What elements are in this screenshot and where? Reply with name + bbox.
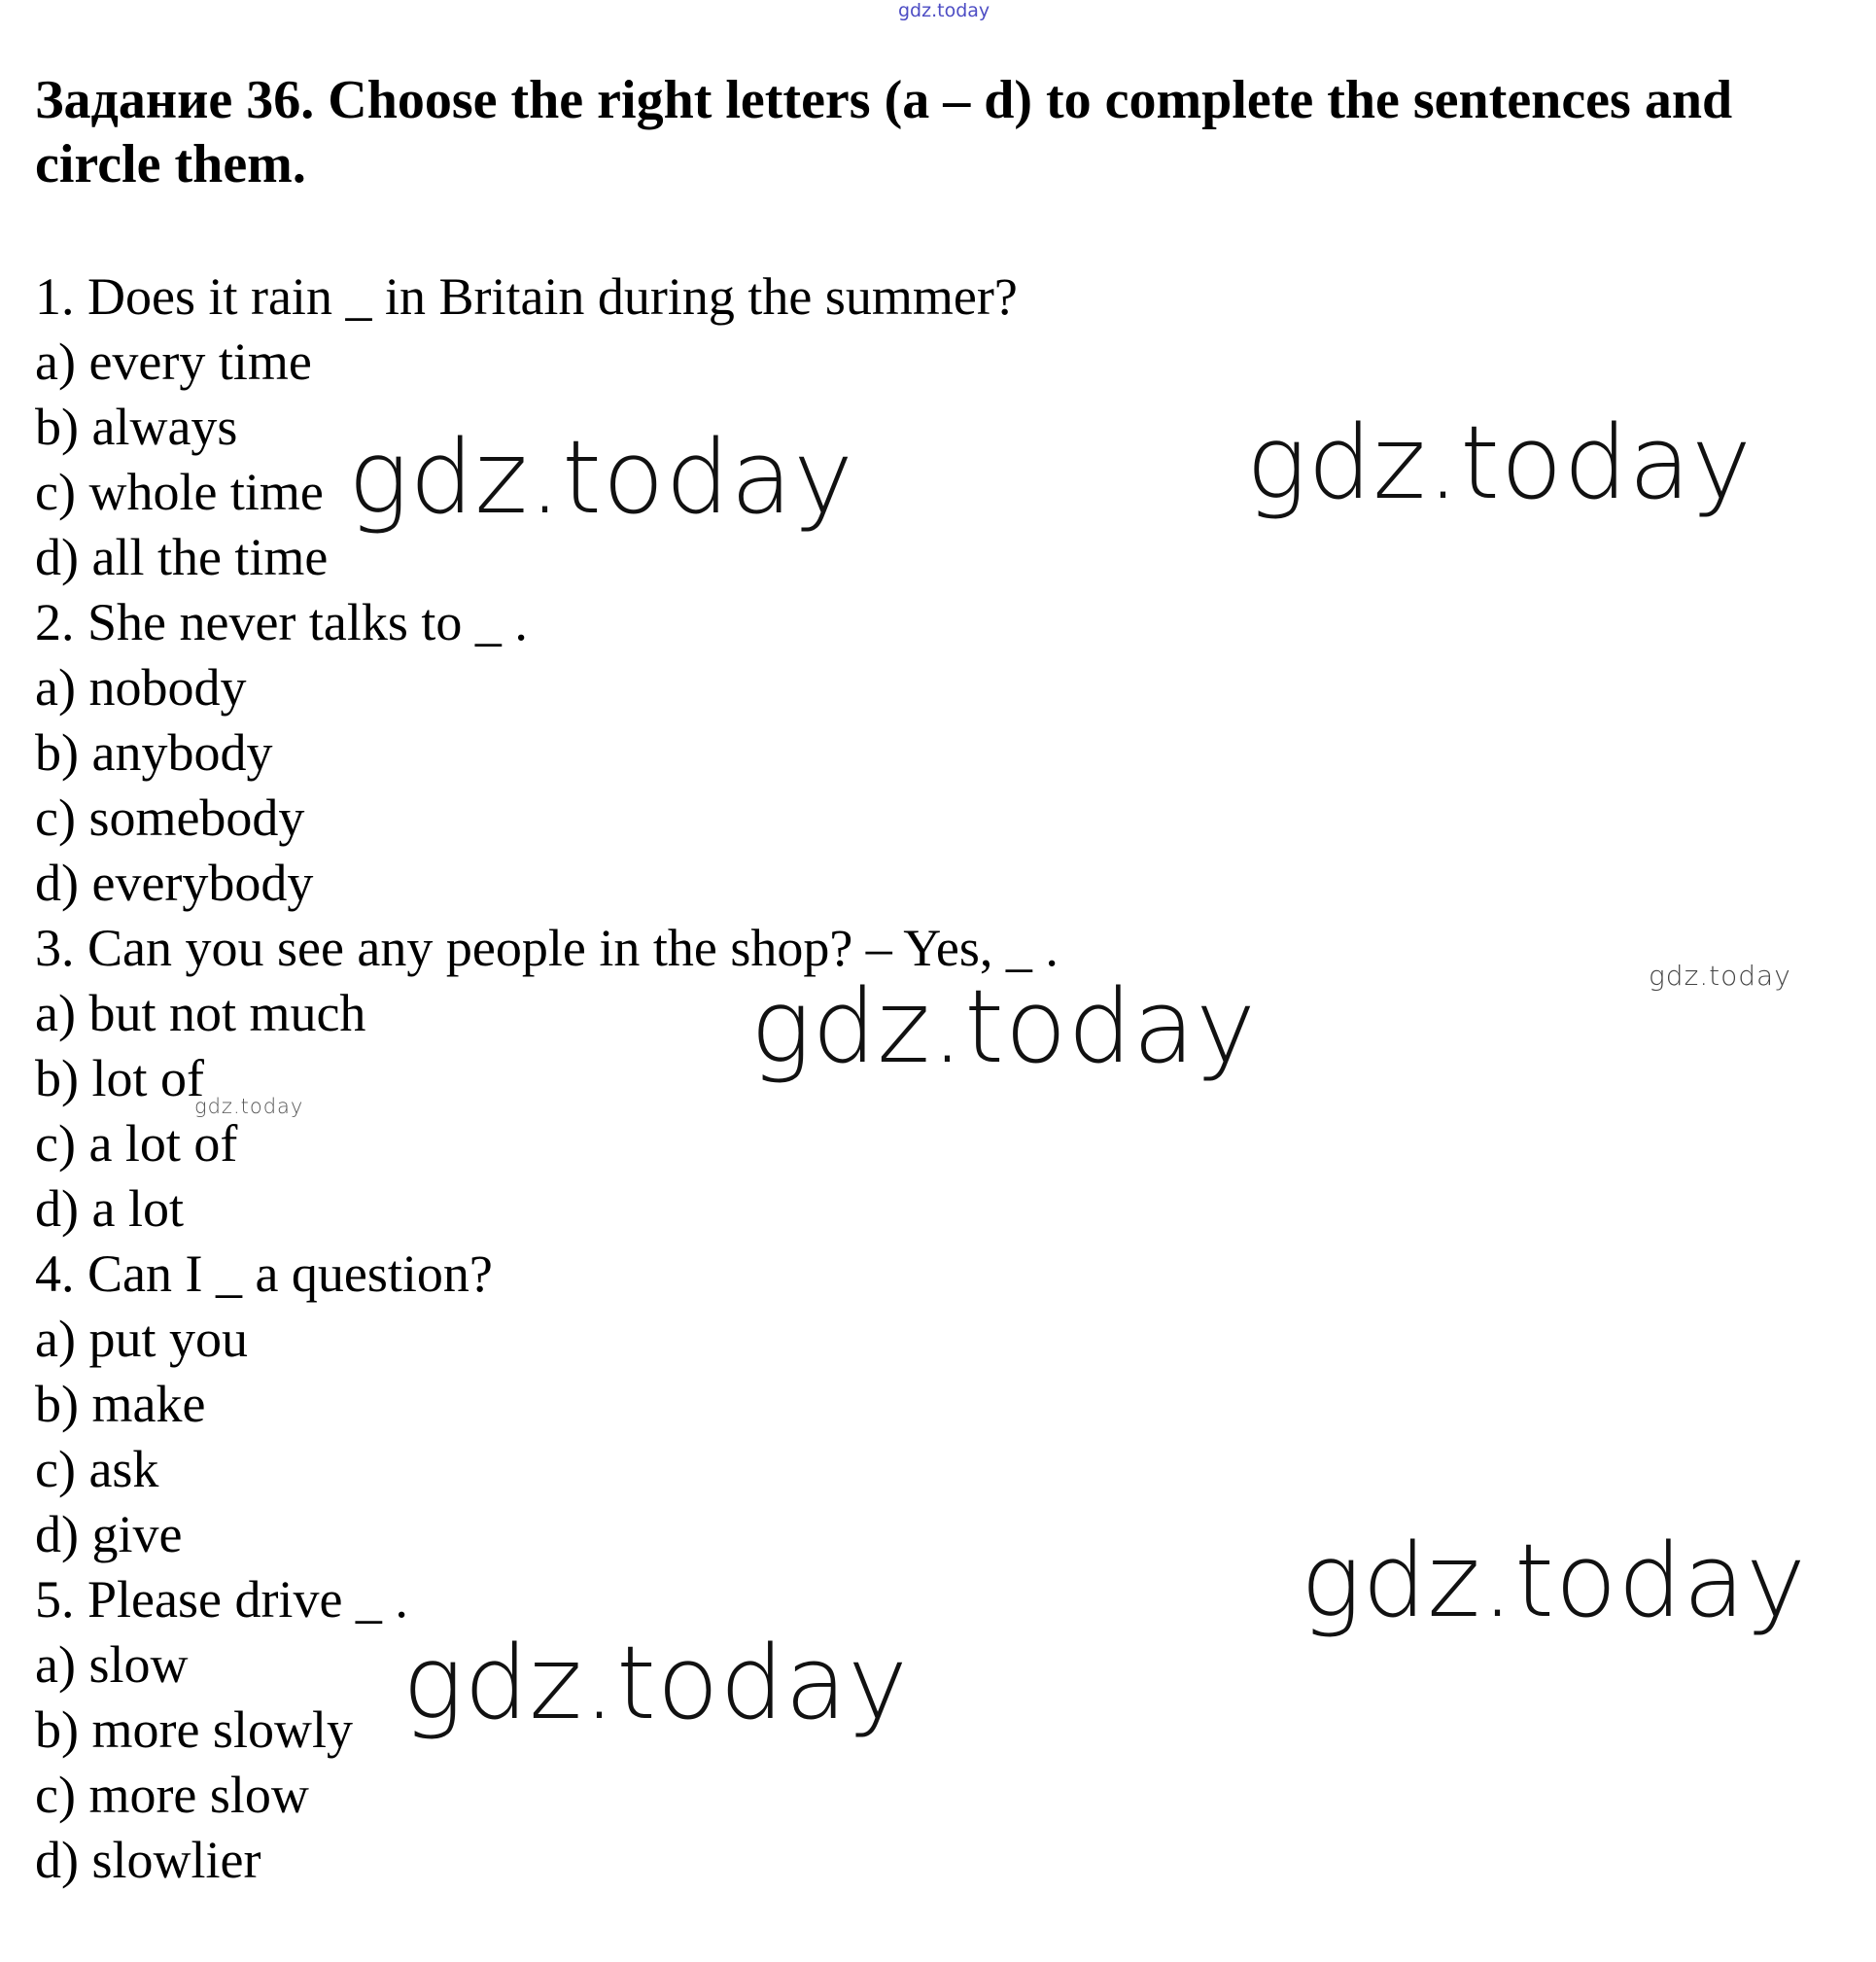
question-3-option-d[interactable]: d) a lot xyxy=(35,1179,184,1238)
top-watermark: gdz.today xyxy=(898,0,990,21)
question-3-text: 3. Can you see any people in the shop? – Yes, _ . xyxy=(35,919,1059,977)
question-1-option-d[interactable]: d) all the time xyxy=(35,528,329,586)
question-3-option-c[interactable]: c) a lot of xyxy=(35,1114,238,1173)
question-1-text: 1. Does it rain _ in Britain during the summer? xyxy=(35,267,1018,326)
watermark: gdz.today xyxy=(348,418,854,537)
question-3-option-a[interactable]: a) but not much xyxy=(35,984,366,1042)
watermark: gdz.today xyxy=(402,1624,909,1742)
question-4-option-c[interactable]: c) ask xyxy=(35,1440,159,1498)
question-1-option-c[interactable]: c) whole time xyxy=(35,463,324,521)
question-1-option-b[interactable]: b) always xyxy=(35,398,238,456)
question-1-option-a[interactable]: a) every time xyxy=(35,333,312,391)
question-4-option-b[interactable]: b) make xyxy=(35,1375,206,1433)
question-2-option-b[interactable]: b) anybody xyxy=(35,723,273,782)
question-4-option-d[interactable]: d) give xyxy=(35,1505,183,1563)
task-heading: Задание 36. Choose the right letters (a – d) to complete the sentences and circle them. xyxy=(35,70,1733,194)
watermark: gdz.today xyxy=(1301,1522,1807,1640)
watermark: gdz.today xyxy=(194,1095,304,1118)
question-5-option-a[interactable]: a) slow xyxy=(35,1635,189,1694)
question-2-option-d[interactable]: d) everybody xyxy=(35,854,314,912)
question-3-option-b[interactable]: b) lot of xyxy=(35,1049,204,1107)
question-2-option-c[interactable]: c) somebody xyxy=(35,788,305,847)
watermark: gdz.today xyxy=(1246,403,1753,522)
question-5-text: 5. Please drive _ . xyxy=(35,1570,408,1629)
watermark: gdz.today xyxy=(1649,960,1791,992)
question-4-text: 4. Can I _ a question? xyxy=(35,1244,493,1303)
question-4-option-a[interactable]: a) put you xyxy=(35,1310,248,1368)
question-2-option-a[interactable]: a) nobody xyxy=(35,658,247,717)
question-5-option-b[interactable]: b) more slowly xyxy=(35,1700,353,1759)
watermark: gdz.today xyxy=(750,967,1257,1086)
question-2-text: 2. She never talks to _ . xyxy=(35,593,528,651)
question-5-option-d[interactable]: d) slowlier xyxy=(35,1831,261,1889)
question-5-option-c[interactable]: c) more slow xyxy=(35,1766,309,1824)
